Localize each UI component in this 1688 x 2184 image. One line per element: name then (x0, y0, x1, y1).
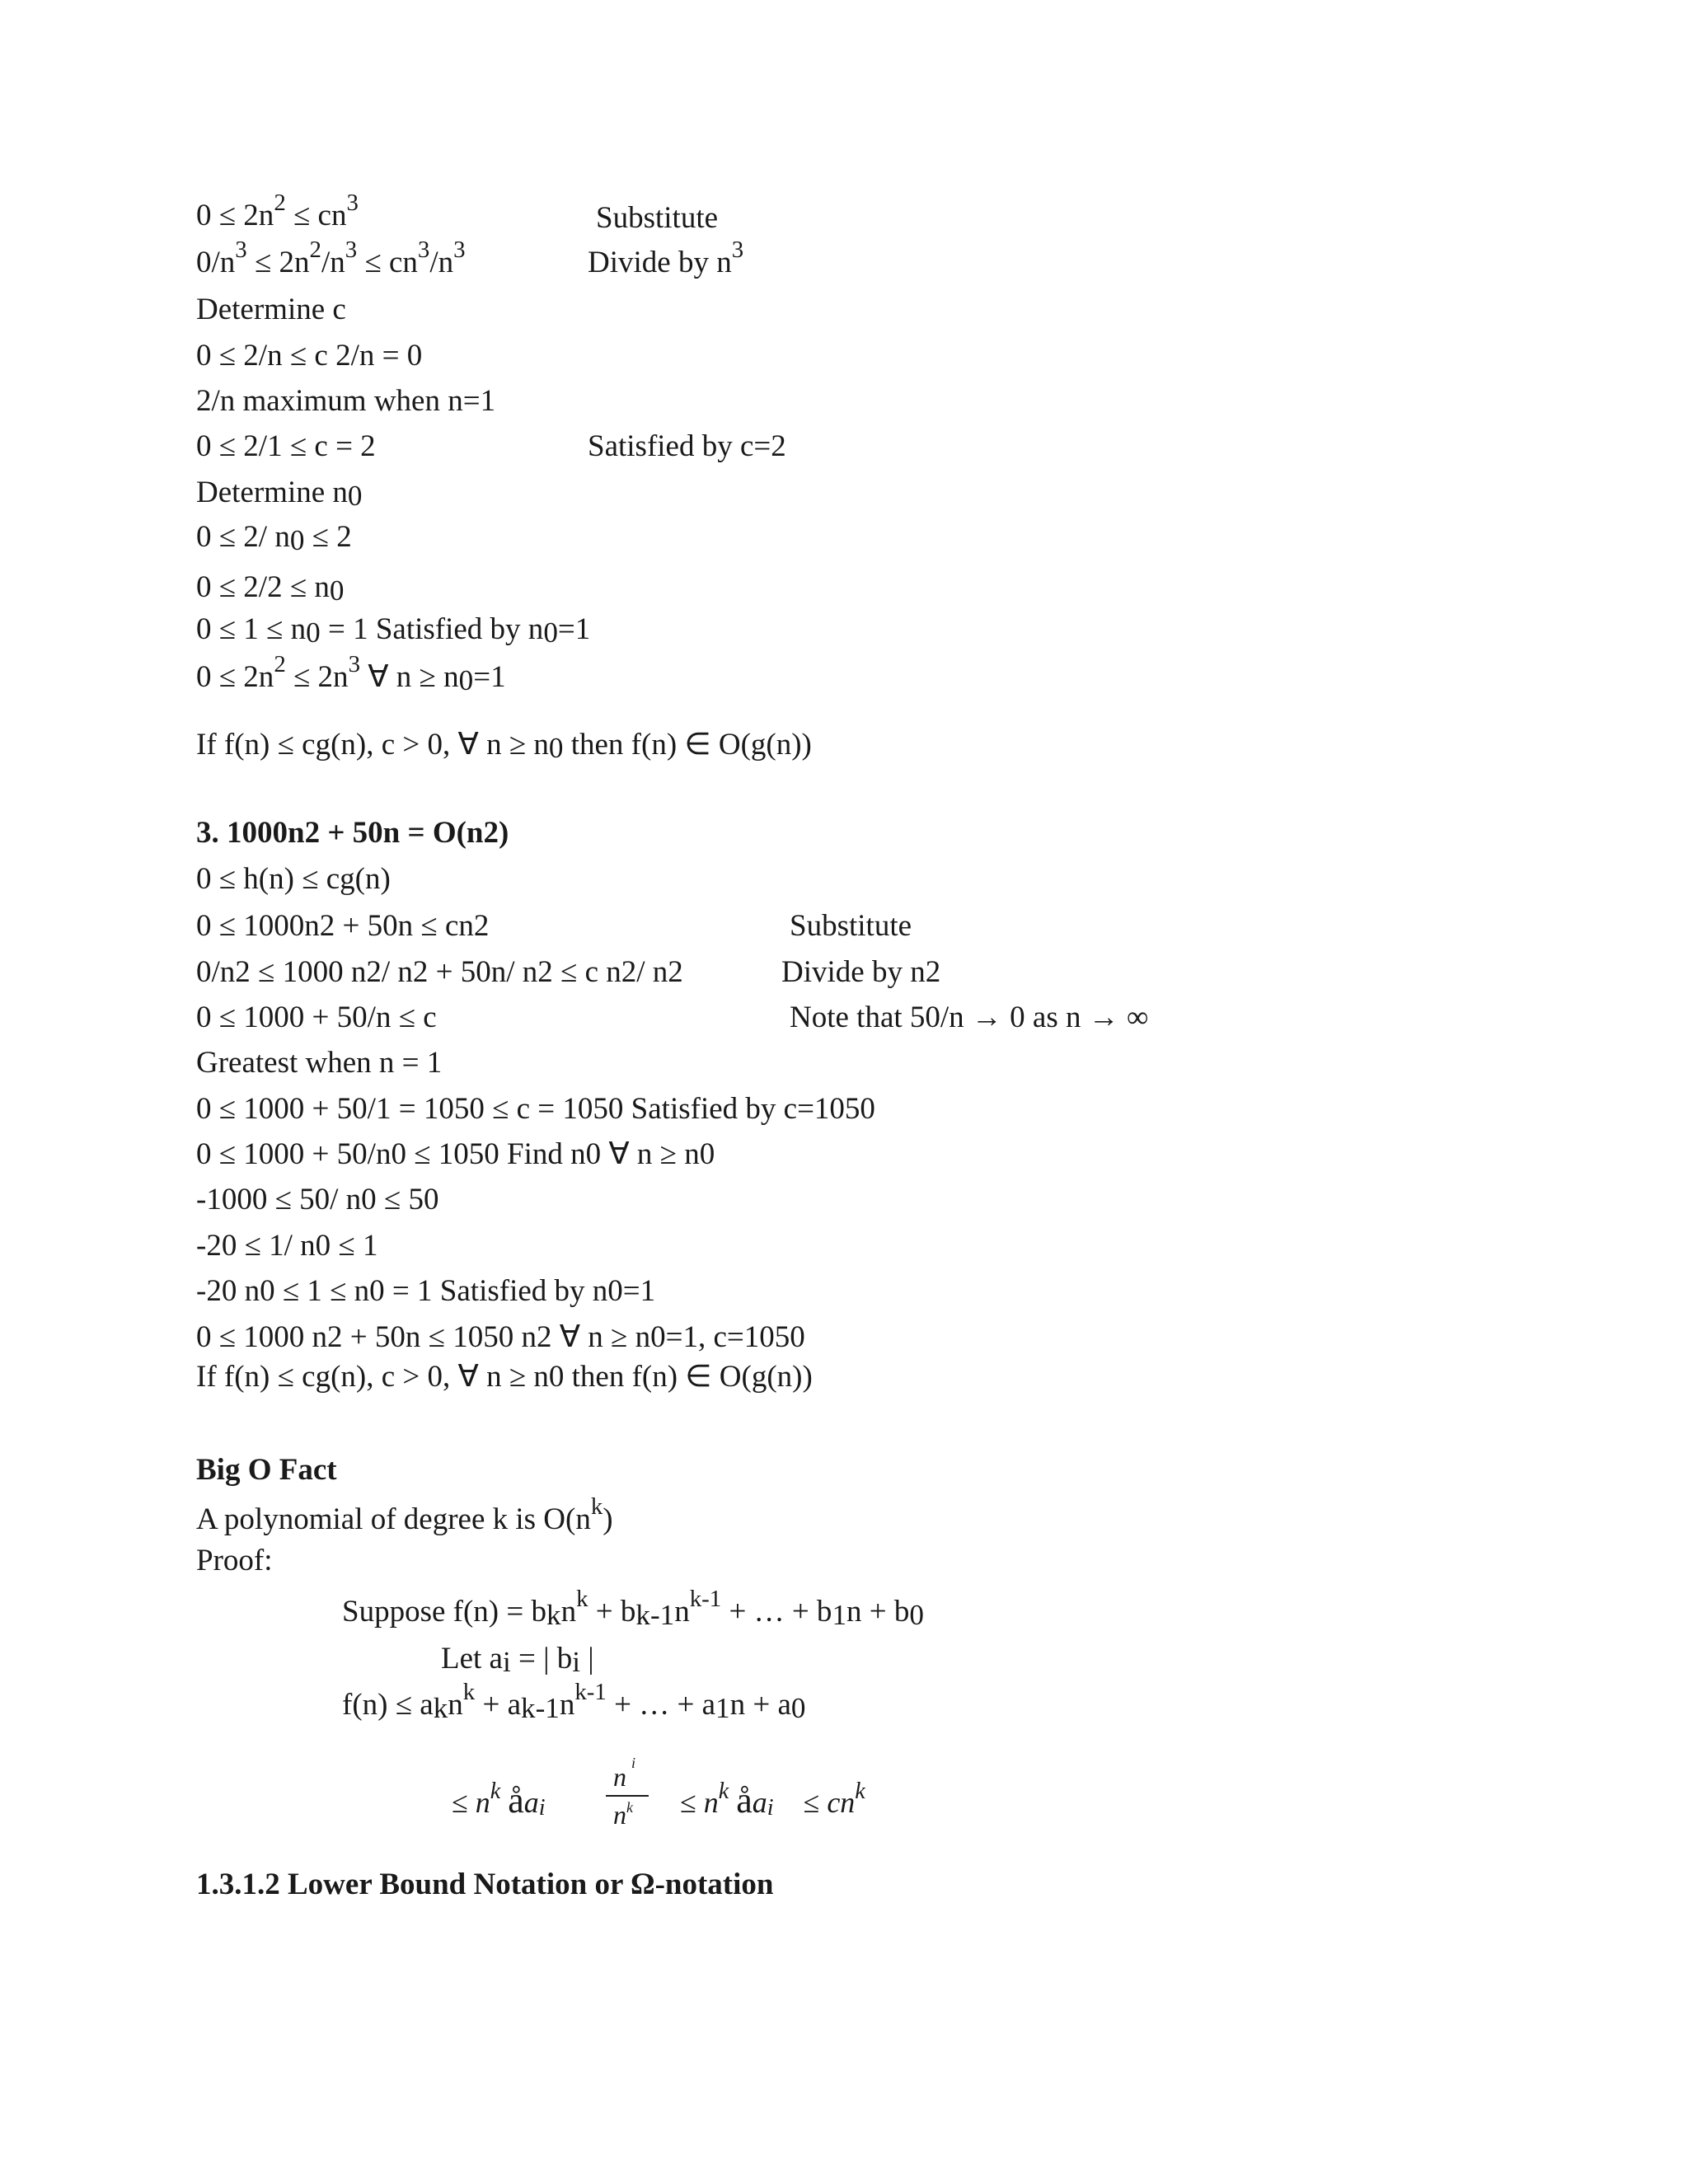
subscript: i (572, 1646, 581, 1679)
variable: n (703, 1786, 719, 1819)
subscript: 0 (458, 664, 474, 697)
superscript: 2 (274, 651, 286, 678)
math-line (196, 520, 352, 557)
subscript: k (546, 1599, 561, 1632)
text: /n (429, 246, 454, 279)
conclusion-line (196, 728, 812, 765)
superscript: 3 (346, 190, 359, 217)
text: ≤ 2 (304, 520, 352, 554)
superscript: 2 (309, 237, 321, 264)
text: = | b (510, 1642, 573, 1675)
variable: a (523, 1786, 539, 1819)
text: + … + a (606, 1688, 715, 1722)
step-note (588, 237, 744, 279)
leq-symbol: ≤ (803, 1786, 820, 1819)
text: n (448, 1688, 463, 1722)
text: =1 (473, 660, 506, 694)
superscript: k (626, 1799, 633, 1816)
math-line: Determine c (196, 293, 346, 326)
superscript: k (576, 1586, 588, 1613)
text: ) (603, 1502, 613, 1536)
text: n + b (846, 1595, 910, 1629)
subscript: k (433, 1692, 448, 1725)
formula-part (452, 1778, 546, 1821)
superscript: 3 (453, 237, 466, 264)
variable: n (475, 1786, 490, 1819)
proof-line (342, 1586, 924, 1632)
superscript: k (462, 1679, 476, 1706)
subscript: 0 (289, 524, 305, 557)
math-line: 0 ≤ h(n) ≤ cg(n) (196, 862, 391, 896)
superscript: k (590, 1493, 603, 1521)
text: A polynomial of degree k is O(n (196, 1502, 591, 1536)
superscript: i (631, 1755, 636, 1771)
text: /n (321, 246, 345, 279)
text: | (580, 1642, 594, 1675)
proof-label: Proof: (196, 1544, 273, 1577)
statement-line (196, 1493, 613, 1536)
math-line: -20 ≤ 1/ n0 ≤ 1 (196, 1229, 378, 1263)
text: Suppose f(n) = b (342, 1595, 546, 1629)
text: If f(n) ≤ cg(n), c > 0, ∀ n ≥ n (196, 728, 549, 762)
math-line (196, 651, 506, 697)
variable: cn (827, 1786, 856, 1819)
text: f(n) ≤ a (342, 1688, 434, 1722)
text: =1 (557, 612, 591, 646)
subscript: 0 (347, 480, 363, 513)
math-line: 0 ≤ 1000 n2 + 50n ≤ 1050 n2 ∀ n ≥ n0=1, c=1050 (196, 1320, 805, 1354)
text: + … + b (721, 1595, 832, 1629)
fraction-numerator (613, 1755, 636, 1793)
section-heading: 1.3.1.2 Lower Bound Notation or Ω-notation (196, 1868, 774, 1901)
variable: a (752, 1786, 767, 1819)
fraction-bar (606, 1795, 649, 1797)
text: n (560, 1595, 577, 1629)
leq-symbol: ≤ (680, 1786, 696, 1819)
text: n (674, 1595, 690, 1629)
text: = 1 Satisfied by n (320, 612, 544, 646)
subscript: 0 (543, 616, 558, 649)
text: ∀ n ≥ n (360, 660, 459, 694)
superscript: 2 (274, 190, 286, 217)
subscript: 0 (548, 732, 564, 765)
text: 0/n (196, 246, 236, 279)
math-line: -20 n0 ≤ 1 ≤ n0 = 1 Satisfied by n0=1 (196, 1274, 656, 1308)
math-line: 2/n maximum when n=1 (196, 384, 496, 418)
step-note: Note that 50/n → 0 as n → ∞ (790, 1001, 1149, 1034)
section-heading: 3. 1000n2 + 50n = O(n2) (196, 816, 509, 850)
superscript: 3 (345, 237, 358, 264)
math-line: Greatest when n = 1 (196, 1046, 443, 1080)
subscript: 0 (306, 616, 321, 649)
section-heading: Big O Fact (196, 1453, 337, 1487)
math-line (196, 190, 359, 232)
math-line: 0 ≤ 1000 + 50/n ≤ c (196, 1001, 437, 1034)
text: then f(n) ∈ O(g(n)) (563, 728, 812, 762)
superscript: k (718, 1778, 729, 1804)
superscript: k (855, 1778, 865, 1804)
step-note: Satisfied by c=2 (588, 429, 786, 463)
math-line: 0/n2 ≤ 1000 n2/ n2 + 50n/ n2 ≤ c n2/ n2 (196, 955, 683, 989)
text: ≤ 2n (285, 660, 349, 694)
math-line: -1000 ≤ 50/ n0 ≤ 50 (196, 1183, 439, 1216)
subscript: k-1 (635, 1599, 675, 1632)
text: n (559, 1688, 575, 1722)
text: Divide by n (588, 246, 732, 279)
math-line: 0 ≤ 2/1 ≤ c = 2 (196, 429, 376, 463)
leq-symbol: ≤ (452, 1786, 468, 1819)
formula-part (680, 1778, 865, 1821)
text: ≤ 2n (246, 246, 310, 279)
text: n + a (729, 1688, 791, 1722)
step-note: Substitute (790, 909, 912, 943)
step-note: Substitute (596, 201, 719, 235)
sum-symbol: å (508, 1780, 524, 1821)
variable: n (613, 1762, 626, 1792)
superscript: 3 (731, 237, 744, 264)
variable: n (613, 1800, 626, 1830)
sum-symbol: å (736, 1780, 753, 1821)
math-line (196, 612, 591, 649)
text: + b (588, 1595, 636, 1629)
subscript: 1 (832, 1599, 847, 1632)
superscript: 3 (348, 651, 360, 678)
subscript: 0 (790, 1692, 806, 1725)
superscript: k-1 (689, 1586, 722, 1613)
superscript: k-1 (574, 1679, 607, 1706)
math-line (196, 570, 345, 607)
fraction-denominator (613, 1800, 633, 1830)
superscript: 3 (417, 237, 430, 264)
superscript: k (490, 1778, 501, 1804)
subscript: k-1 (521, 1692, 560, 1725)
text: Let a (441, 1642, 503, 1675)
math-line: 0 ≤ 2/n ≤ c 2/n = 0 (196, 339, 423, 373)
text: Determine n (196, 476, 348, 509)
math-line: 0 ≤ 1000 + 50/1 = 1050 ≤ c = 1050 Satisfied by c=1050 (196, 1092, 875, 1126)
text: 0 ≤ 1 ≤ n (196, 612, 307, 646)
math-line: 0 ≤ 1000n2 + 50n ≤ cn2 (196, 909, 490, 943)
proof-line (342, 1679, 806, 1725)
math-line (196, 237, 466, 279)
subscript: i (767, 1795, 774, 1821)
text: 0 ≤ 2n (196, 199, 274, 232)
math-line (196, 476, 363, 513)
subscript: 0 (909, 1599, 924, 1632)
text: ≤ cn (285, 199, 347, 232)
subscript: i (502, 1646, 511, 1679)
text: 0 ≤ 2n (196, 660, 274, 694)
text: 0 ≤ 2/ n (196, 520, 290, 554)
proof-line (441, 1642, 594, 1679)
text: + a (475, 1688, 522, 1722)
math-line: 0 ≤ 1000 + 50/n0 ≤ 1050 Find n0 ∀ n ≥ n0 (196, 1137, 715, 1171)
step-note: Divide by n2 (781, 955, 941, 989)
text: 0 ≤ 2/2 ≤ n (196, 570, 330, 604)
superscript: 3 (235, 237, 247, 264)
subscript: 1 (715, 1692, 730, 1725)
subscript: 0 (329, 574, 345, 607)
text: ≤ cn (357, 246, 418, 279)
subscript: i (538, 1795, 546, 1821)
conclusion-line: If f(n) ≤ cg(n), c > 0, ∀ n ≥ n0 then f(n) ∈ O(g(n)) (196, 1360, 813, 1394)
